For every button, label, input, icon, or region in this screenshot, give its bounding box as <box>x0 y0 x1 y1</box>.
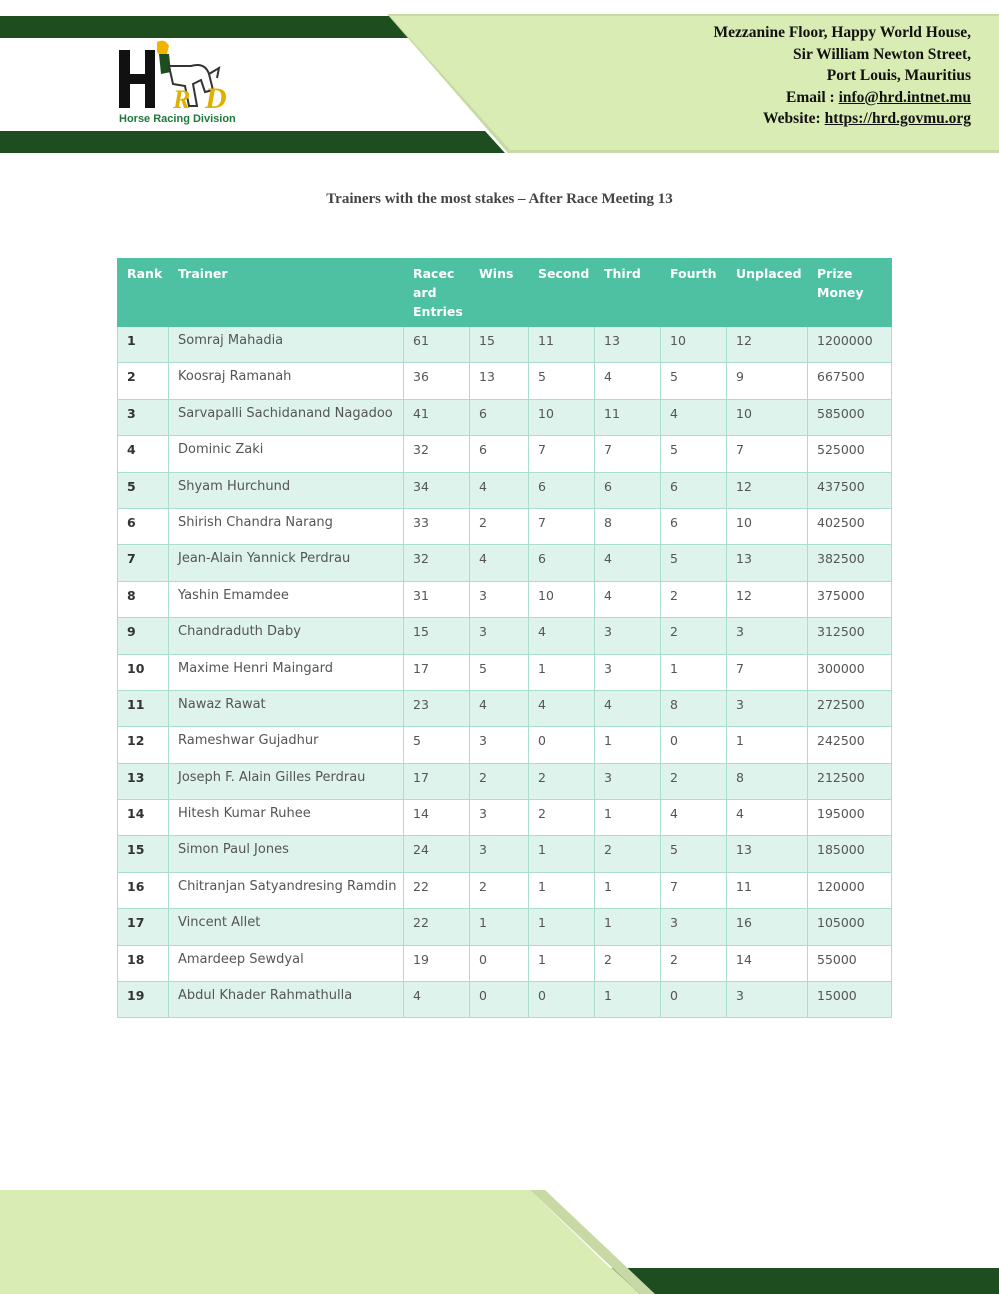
unplaced-cell: 3 <box>727 618 808 654</box>
unplaced-cell: 12 <box>727 472 808 508</box>
trainers-stakes-table <box>117 258 892 1018</box>
fourth-cell: 3 <box>661 909 727 945</box>
prize-money-cell: 195000 <box>808 800 892 836</box>
wins-cell: 3 <box>470 836 529 872</box>
table-row <box>118 654 892 690</box>
entries-cell: 24 <box>404 836 470 872</box>
table-row <box>118 763 892 799</box>
second-cell: 7 <box>529 436 595 472</box>
third-cell: 1 <box>595 982 661 1018</box>
entries-cell: 14 <box>404 800 470 836</box>
table-body <box>118 327 892 1018</box>
unplaced-cell: 7 <box>727 654 808 690</box>
third-cell: 7 <box>595 436 661 472</box>
fourth-cell: 2 <box>661 581 727 617</box>
prize-money-cell: 185000 <box>808 836 892 872</box>
wins-cell: 4 <box>470 545 529 581</box>
table-row <box>118 690 892 726</box>
column-header: Unplaced <box>727 259 808 327</box>
second-cell: 0 <box>529 982 595 1018</box>
rank-cell: 11 <box>118 690 169 726</box>
wins-cell: 1 <box>470 909 529 945</box>
trainer-cell: Yashin Emamdee <box>169 581 404 617</box>
unplaced-cell: 3 <box>727 982 808 1018</box>
unplaced-cell: 7 <box>727 436 808 472</box>
second-cell: 11 <box>529 327 595 363</box>
third-cell: 2 <box>595 945 661 981</box>
logo-caption: Horse Racing Division <box>119 113 236 125</box>
address-line: Port Louis, Mauritius <box>826 67 971 84</box>
entries-cell: 41 <box>404 399 470 435</box>
trainer-cell: Sarvapalli Sachidanand Nagadoo <box>169 399 404 435</box>
fourth-cell: 10 <box>661 327 727 363</box>
rank-cell: 10 <box>118 654 169 690</box>
prize-money-cell: 120000 <box>808 872 892 908</box>
fourth-cell: 4 <box>661 399 727 435</box>
wins-cell: 2 <box>470 508 529 544</box>
third-cell: 3 <box>595 654 661 690</box>
third-cell: 13 <box>595 327 661 363</box>
wins-cell: 3 <box>470 618 529 654</box>
svg-text:D: D <box>205 82 227 112</box>
address-line: Sir William Newton Street, <box>793 45 971 63</box>
entries-cell: 31 <box>404 581 470 617</box>
table-row <box>118 836 892 872</box>
column-header: Prize Money <box>808 259 892 327</box>
entries-cell: 17 <box>404 654 470 690</box>
second-cell: 2 <box>529 763 595 799</box>
trainer-cell: Shyam Hurchund <box>169 472 404 508</box>
rank-cell: 17 <box>118 909 169 945</box>
trainer-cell: Simon Paul Jones <box>169 836 404 872</box>
trainer-cell: Amardeep Sewdyal <box>169 945 404 981</box>
fourth-cell: 2 <box>661 618 727 654</box>
table-row <box>118 399 892 435</box>
rank-cell: 14 <box>118 800 169 836</box>
column-header: Second <box>529 259 595 327</box>
column-header: Trainer <box>169 259 404 327</box>
table-row <box>118 727 892 763</box>
document-title: Trainers with the most stakes – After Race Meeting 13 <box>326 191 673 207</box>
prize-money-cell: 1200000 <box>808 327 892 363</box>
second-cell: 2 <box>529 800 595 836</box>
trainer-cell: Hitesh Kumar Ruhee <box>169 800 404 836</box>
rank-cell: 19 <box>118 982 169 1018</box>
unplaced-cell: 1 <box>727 727 808 763</box>
prize-money-cell: 525000 <box>808 436 892 472</box>
third-cell: 1 <box>595 727 661 763</box>
table-row <box>118 982 892 1018</box>
trainer-cell: Koosraj Ramanah <box>169 363 404 399</box>
unplaced-cell: 9 <box>727 363 808 399</box>
second-cell: 0 <box>529 727 595 763</box>
entries-cell: 23 <box>404 690 470 726</box>
second-cell: 1 <box>529 909 595 945</box>
unplaced-cell: 10 <box>727 399 808 435</box>
rank-cell: 5 <box>118 472 169 508</box>
entries-cell: 33 <box>404 508 470 544</box>
fourth-cell: 4 <box>661 800 727 836</box>
trainer-cell: Nawaz Rawat <box>169 690 404 726</box>
prize-money-cell: 382500 <box>808 545 892 581</box>
trainer-cell: Shirish Chandra Narang <box>169 508 404 544</box>
prize-money-cell: 585000 <box>808 399 892 435</box>
unplaced-cell: 13 <box>727 836 808 872</box>
second-cell: 6 <box>529 545 595 581</box>
prize-money-cell: 242500 <box>808 727 892 763</box>
second-cell: 1 <box>529 836 595 872</box>
fourth-cell: 0 <box>661 982 727 1018</box>
trainer-cell: Somraj Mahadia <box>169 327 404 363</box>
prize-money-cell: 212500 <box>808 763 892 799</box>
wins-cell: 6 <box>470 436 529 472</box>
footer-band <box>0 1190 999 1294</box>
second-cell: 1 <box>529 945 595 981</box>
column-header: Racec ard Entries <box>404 259 470 327</box>
fourth-cell: 5 <box>661 836 727 872</box>
rank-cell: 15 <box>118 836 169 872</box>
entries-cell: 22 <box>404 872 470 908</box>
entries-cell: 22 <box>404 909 470 945</box>
unplaced-cell: 13 <box>727 545 808 581</box>
unplaced-cell: 11 <box>727 872 808 908</box>
second-cell: 4 <box>529 690 595 726</box>
trainer-cell: Chandraduth Daby <box>169 618 404 654</box>
third-cell: 3 <box>595 763 661 799</box>
wins-cell: 0 <box>470 945 529 981</box>
hrd-logo-mark <box>113 40 241 112</box>
unplaced-cell: 8 <box>727 763 808 799</box>
fourth-cell: 2 <box>661 763 727 799</box>
third-cell: 8 <box>595 508 661 544</box>
second-cell: 1 <box>529 654 595 690</box>
unplaced-cell: 12 <box>727 581 808 617</box>
second-cell: 10 <box>529 581 595 617</box>
wins-cell: 2 <box>470 872 529 908</box>
third-cell: 4 <box>595 545 661 581</box>
fourth-cell: 7 <box>661 872 727 908</box>
wins-cell: 4 <box>470 690 529 726</box>
wins-cell: 2 <box>470 763 529 799</box>
table-row <box>118 581 892 617</box>
entries-cell: 36 <box>404 363 470 399</box>
prize-money-cell: 667500 <box>808 363 892 399</box>
rank-cell: 2 <box>118 363 169 399</box>
third-cell: 1 <box>595 909 661 945</box>
trainer-cell: Joseph F. Alain Gilles Perdrau <box>169 763 404 799</box>
prize-money-cell: 375000 <box>808 581 892 617</box>
entries-cell: 15 <box>404 618 470 654</box>
rank-cell: 3 <box>118 399 169 435</box>
website-link[interactable]: https://hrd.govmu.org <box>824 110 971 127</box>
table-row <box>118 909 892 945</box>
wins-cell: 13 <box>470 363 529 399</box>
fourth-cell: 5 <box>661 545 727 581</box>
third-cell: 4 <box>595 363 661 399</box>
trainer-cell: Maxime Henri Maingard <box>169 654 404 690</box>
fourth-cell: 6 <box>661 472 727 508</box>
column-header: Fourth <box>661 259 727 327</box>
prize-money-cell: 402500 <box>808 508 892 544</box>
wins-cell: 0 <box>470 982 529 1018</box>
entries-cell: 61 <box>404 327 470 363</box>
entries-cell: 4 <box>404 982 470 1018</box>
prize-money-cell: 105000 <box>808 909 892 945</box>
third-cell: 11 <box>595 399 661 435</box>
fourth-cell: 0 <box>661 727 727 763</box>
rank-cell: 12 <box>118 727 169 763</box>
table-row <box>118 436 892 472</box>
rank-cell: 8 <box>118 581 169 617</box>
second-cell: 1 <box>529 872 595 908</box>
email-link[interactable]: info@hrd.intnet.mu <box>838 88 971 106</box>
table-row <box>118 363 892 399</box>
table-row <box>118 945 892 981</box>
table-row <box>118 800 892 836</box>
rank-cell: 6 <box>118 508 169 544</box>
email-label: Email : <box>786 88 839 106</box>
prize-money-cell: 437500 <box>808 472 892 508</box>
fourth-cell: 2 <box>661 945 727 981</box>
prize-money-cell: 15000 <box>808 982 892 1018</box>
table-row <box>118 472 892 508</box>
entries-cell: 34 <box>404 472 470 508</box>
fourth-cell: 8 <box>661 690 727 726</box>
wins-cell: 3 <box>470 800 529 836</box>
third-cell: 3 <box>595 618 661 654</box>
second-cell: 6 <box>529 472 595 508</box>
fourth-cell: 5 <box>661 363 727 399</box>
trainer-cell: Abdul Khader Rahmathulla <box>169 982 404 1018</box>
entries-cell: 32 <box>404 545 470 581</box>
rank-cell: 1 <box>118 327 169 363</box>
entries-cell: 19 <box>404 945 470 981</box>
wins-cell: 6 <box>470 399 529 435</box>
prize-money-cell: 55000 <box>808 945 892 981</box>
rank-cell: 9 <box>118 618 169 654</box>
third-cell: 4 <box>595 581 661 617</box>
unplaced-cell: 3 <box>727 690 808 726</box>
rank-cell: 16 <box>118 872 169 908</box>
email-line <box>714 87 971 109</box>
third-cell: 6 <box>595 472 661 508</box>
fourth-cell: 5 <box>661 436 727 472</box>
unplaced-cell: 12 <box>727 327 808 363</box>
wins-cell: 4 <box>470 472 529 508</box>
trainer-cell: Dominic Zaki <box>169 436 404 472</box>
column-header: Rank <box>118 259 169 327</box>
address-block <box>714 22 971 130</box>
entries-cell: 32 <box>404 436 470 472</box>
rank-cell: 4 <box>118 436 169 472</box>
table-row <box>118 508 892 544</box>
second-cell: 4 <box>529 618 595 654</box>
table-row <box>118 872 892 908</box>
rank-cell: 7 <box>118 545 169 581</box>
column-header: Wins <box>470 259 529 327</box>
wins-cell: 3 <box>470 727 529 763</box>
rank-cell: 13 <box>118 763 169 799</box>
table-row <box>118 545 892 581</box>
unplaced-cell: 10 <box>727 508 808 544</box>
fourth-cell: 1 <box>661 654 727 690</box>
rank-cell: 18 <box>118 945 169 981</box>
unplaced-cell: 4 <box>727 800 808 836</box>
third-cell: 1 <box>595 800 661 836</box>
third-cell: 2 <box>595 836 661 872</box>
trainer-cell: Chitranjan Satyandresing Ramdin <box>169 872 404 908</box>
column-header: Third <box>595 259 661 327</box>
entries-cell: 5 <box>404 727 470 763</box>
prize-money-cell: 272500 <box>808 690 892 726</box>
third-cell: 4 <box>595 690 661 726</box>
second-cell: 7 <box>529 508 595 544</box>
svg-text:R: R <box>173 85 191 112</box>
table-row <box>118 618 892 654</box>
unplaced-cell: 14 <box>727 945 808 981</box>
address-line: Mezzanine Floor, Happy World House, <box>713 24 971 41</box>
wins-cell: 5 <box>470 654 529 690</box>
entries-cell: 17 <box>404 763 470 799</box>
trainer-cell: Vincent Allet <box>169 909 404 945</box>
wins-cell: 3 <box>470 581 529 617</box>
table-header-row <box>118 259 892 327</box>
prize-money-cell: 300000 <box>808 654 892 690</box>
second-cell: 10 <box>529 399 595 435</box>
unplaced-cell: 16 <box>727 909 808 945</box>
wins-cell: 15 <box>470 327 529 363</box>
fourth-cell: 6 <box>661 508 727 544</box>
third-cell: 1 <box>595 872 661 908</box>
trainer-cell: Jean-Alain Yannick Perdrau <box>169 545 404 581</box>
table-row <box>118 327 892 363</box>
website-label: Website: <box>763 110 825 127</box>
trainer-cell: Rameshwar Gujadhur <box>169 727 404 763</box>
second-cell: 5 <box>529 363 595 399</box>
prize-money-cell: 312500 <box>808 618 892 654</box>
website-line <box>714 108 971 130</box>
